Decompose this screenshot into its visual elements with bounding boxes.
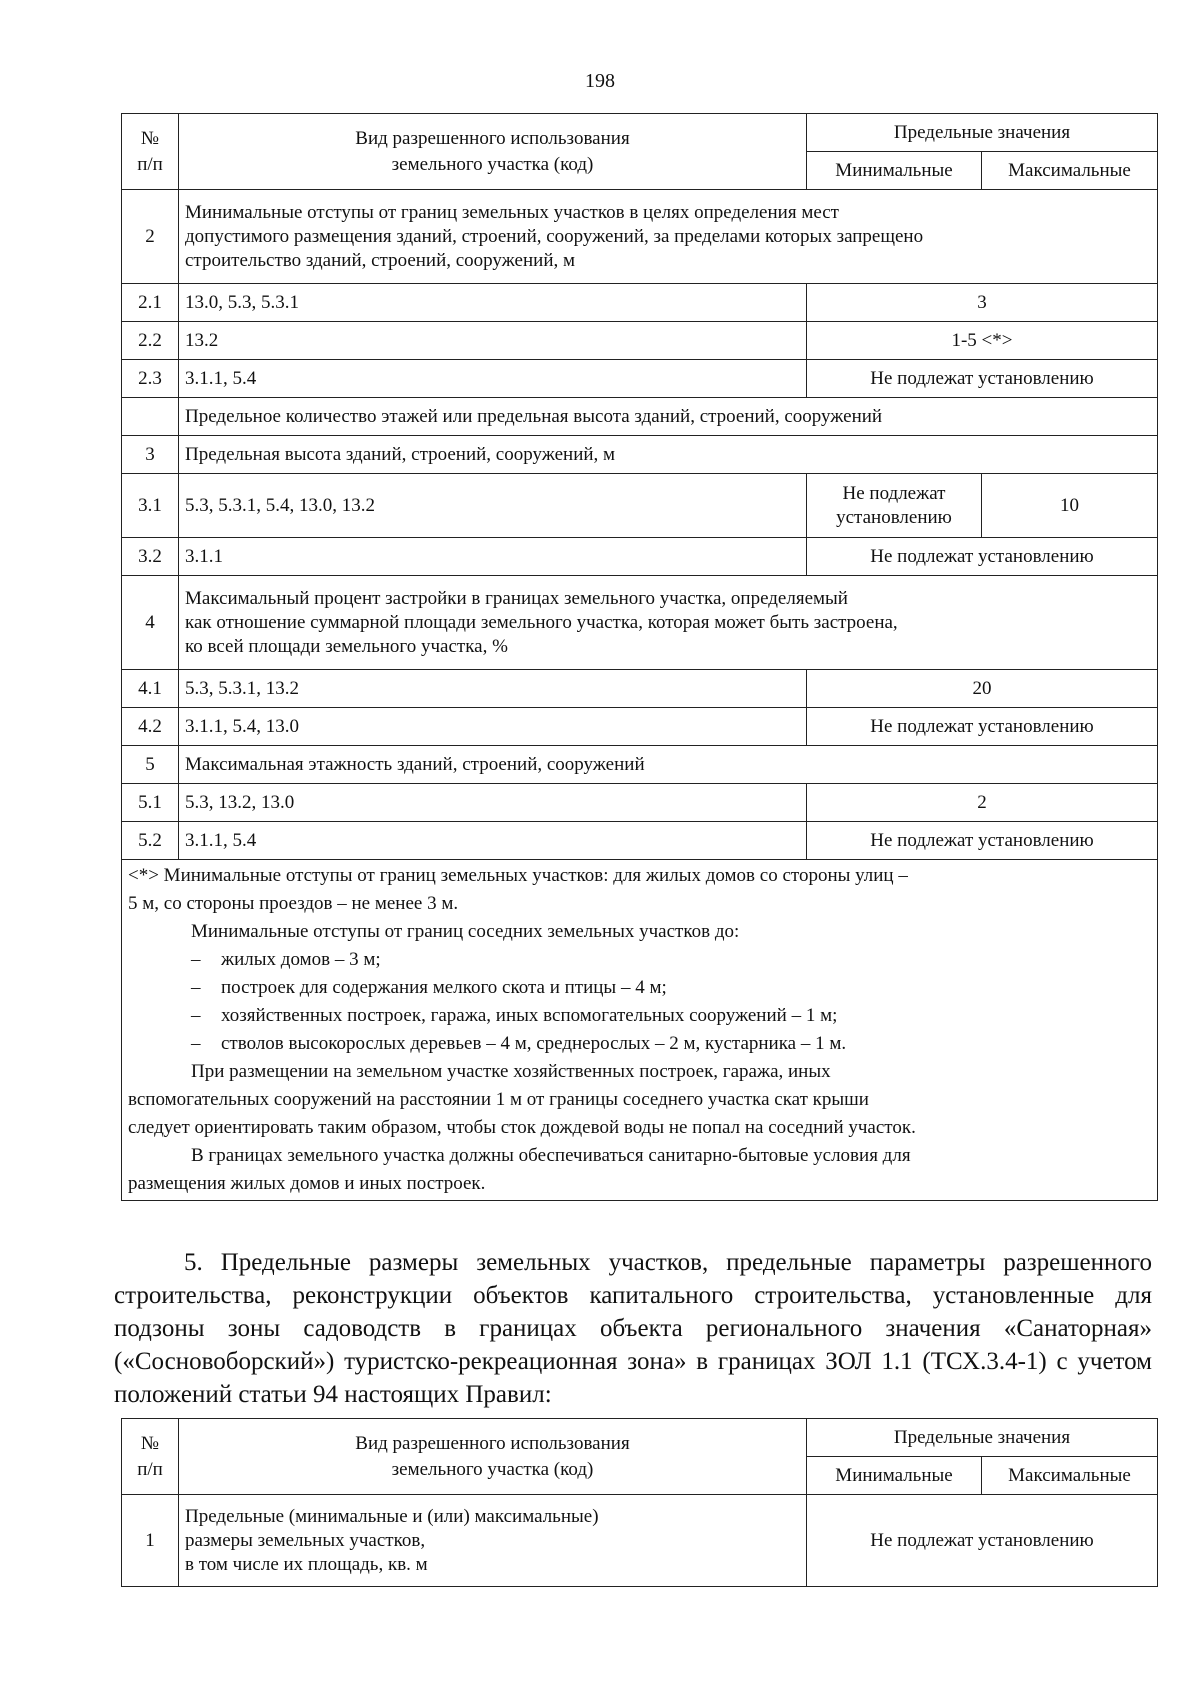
note-line: Минимальные отступы от границ соседних земельных участков до: — [191, 921, 740, 942]
row-min-value: Не подлежат установлению — [807, 474, 982, 538]
dash-marker: – — [191, 949, 201, 970]
header-max: Максимальные — [982, 152, 1158, 190]
header-max: Максимальные — [982, 1457, 1158, 1495]
row-value: Не подлежат установлению — [807, 708, 1158, 746]
row-code: 13.2 — [179, 322, 807, 360]
row-value: Не подлежат установлению — [807, 822, 1158, 860]
row-section-text: Предельная высота зданий, строений, сооружений, м — [179, 436, 1158, 474]
row-code: Предельные (минимальные и (или) максимальные) размеры земельных участков, в том числе их площадь, кв. м — [179, 1495, 807, 1587]
note-line: следует ориентировать таким образом, чтобы сток дождевой воды не попал на соседний участок. — [128, 1117, 916, 1138]
page-number: 198 — [585, 70, 615, 92]
row-code: 5.3, 13.2, 13.0 — [179, 784, 807, 822]
row-number: 3.1 — [122, 474, 179, 538]
table-row — [122, 322, 1158, 360]
header-limits: Предельные значения — [807, 114, 1158, 152]
row-code: 3.1.1, 5.4, 13.0 — [179, 708, 807, 746]
table-row — [122, 746, 1158, 784]
row-number: 5.1 — [122, 784, 179, 822]
table-row — [122, 576, 1158, 670]
row-number: 2.2 — [122, 322, 179, 360]
row-value: 2 — [807, 784, 1158, 822]
note-list-item — [128, 946, 1151, 974]
header-use-type: Вид разрешенного использования земельного участка (код) — [179, 1419, 807, 1495]
row-number: 2 — [122, 190, 179, 284]
row-value: 1-5 <*> — [807, 322, 1158, 360]
row-code: 5.3, 5.3.1, 13.2 — [179, 670, 807, 708]
table-row — [122, 360, 1158, 398]
note-line: размещения жилых домов и иных построек. — [128, 1173, 486, 1194]
note-list-text: построек для содержания мелкого скота и птицы – 4 м; — [221, 977, 667, 998]
section-text: 5. Предельные размеры земельных участков, предельные параметры разрешенного строительства, реконструкции объектов капитального строительства, установленные для подзоны зоны садоводств в границах объекта регионального значения «Санаторная» («Сосновоборский») туристско-рекреационная зона» в границах ЗОЛ 1.1 (ТСХ.3.4-1) с учетом положений статьи 94 настоящих Правил: — [114, 1249, 1152, 1408]
header-min: Минимальные — [807, 1457, 982, 1495]
table-row — [122, 284, 1158, 322]
row-number: 4.2 — [122, 708, 179, 746]
notes-row — [122, 860, 1158, 1201]
row-value: Не подлежат установлению — [807, 360, 1158, 398]
table-row — [122, 436, 1158, 474]
row-number: 2.1 — [122, 284, 179, 322]
row-section-text: Максимальная этажность зданий, строений, сооружений — [179, 746, 1158, 784]
table-row — [122, 708, 1158, 746]
dash-marker: – — [191, 977, 201, 998]
table-row — [122, 784, 1158, 822]
parameters-table-1 — [121, 113, 1158, 1201]
row-value: 3 — [807, 284, 1158, 322]
row-value: Не подлежат установлению — [807, 1495, 1158, 1587]
note-list-item — [128, 1030, 1151, 1058]
row-section-text: Максимальный процент застройки в границах земельного участка, определяемый как отношение суммарной площади земельного участка, которая может быть застроена, ко всей площади земельного участка, % — [179, 576, 1158, 670]
row-value: 20 — [807, 670, 1158, 708]
row-number: 5.2 — [122, 822, 179, 860]
dash-marker: – — [191, 1033, 201, 1054]
table-row — [122, 474, 1158, 538]
row-number: 4 — [122, 576, 179, 670]
header-num: № п/п — [122, 114, 179, 190]
table-row — [122, 398, 1158, 436]
row-number: 2.3 — [122, 360, 179, 398]
row-code: 5.3, 5.3.1, 5.4, 13.0, 13.2 — [179, 474, 807, 538]
row-number: 4.1 — [122, 670, 179, 708]
header-row — [122, 1419, 1158, 1457]
note-line: <*> Минимальные отступы от границ земельных участков: для жилых домов со стороны улиц – — [128, 865, 908, 886]
header-use-type: Вид разрешенного использования земельного участка (код) — [179, 114, 807, 190]
table-row — [122, 538, 1158, 576]
row-value: Не подлежат установлению — [807, 538, 1158, 576]
header-num: № п/п — [122, 1419, 179, 1495]
section-paragraph — [114, 1246, 1152, 1411]
footnotes — [122, 860, 1158, 1201]
row-section-text: Минимальные отступы от границ земельных участков в целях определения мест допустимого размещения зданий, строений, сооружений, за пределами которых запрещено строительство зданий, строений, сооружений, м — [179, 190, 1158, 284]
row-number: 3 — [122, 436, 179, 474]
dash-marker: – — [191, 1005, 201, 1026]
row-number: 5 — [122, 746, 179, 784]
note-list-item — [128, 974, 1151, 1002]
row-section-text: Предельное количество этажей или предельная высота зданий, строений, сооружений — [179, 398, 1158, 436]
row-number: 1 — [122, 1495, 179, 1587]
row-code: 13.0, 5.3, 5.3.1 — [179, 284, 807, 322]
note-list-text: стволов высокорослых деревьев – 4 м, среднерослых – 2 м, кустарника – 1 м. — [221, 1033, 847, 1054]
row-max-value: 10 — [982, 474, 1158, 538]
table-row — [122, 1495, 1158, 1587]
header-row — [122, 114, 1158, 152]
note-list-text: жилых домов – 3 м; — [221, 949, 381, 970]
note-line: 5 м, со стороны проездов – не менее 3 м. — [128, 893, 459, 914]
note-list-item — [128, 1002, 1151, 1030]
note-line: В границах земельного участка должны обеспечиваться санитарно-бытовые условия для — [191, 1145, 911, 1166]
row-code: 3.1.1 — [179, 538, 807, 576]
note-line: При размещении на земельном участке хозяйственных построек, гаража, иных — [191, 1061, 831, 1082]
row-code: 3.1.1, 5.4 — [179, 360, 807, 398]
header-limits: Предельные значения — [807, 1419, 1158, 1457]
table-row — [122, 190, 1158, 284]
note-line: вспомогательных сооружений на расстоянии 1 м от границы соседнего участка скат крыши — [128, 1089, 869, 1110]
row-code: 3.1.1, 5.4 — [179, 822, 807, 860]
row-number — [122, 398, 179, 436]
parameters-table-2 — [121, 1418, 1158, 1587]
table-row — [122, 670, 1158, 708]
header-min: Минимальные — [807, 152, 982, 190]
note-list-text: хозяйственных построек, гаража, иных вспомогательных сооружений – 1 м; — [221, 1005, 838, 1026]
row-number: 3.2 — [122, 538, 179, 576]
table-row — [122, 822, 1158, 860]
